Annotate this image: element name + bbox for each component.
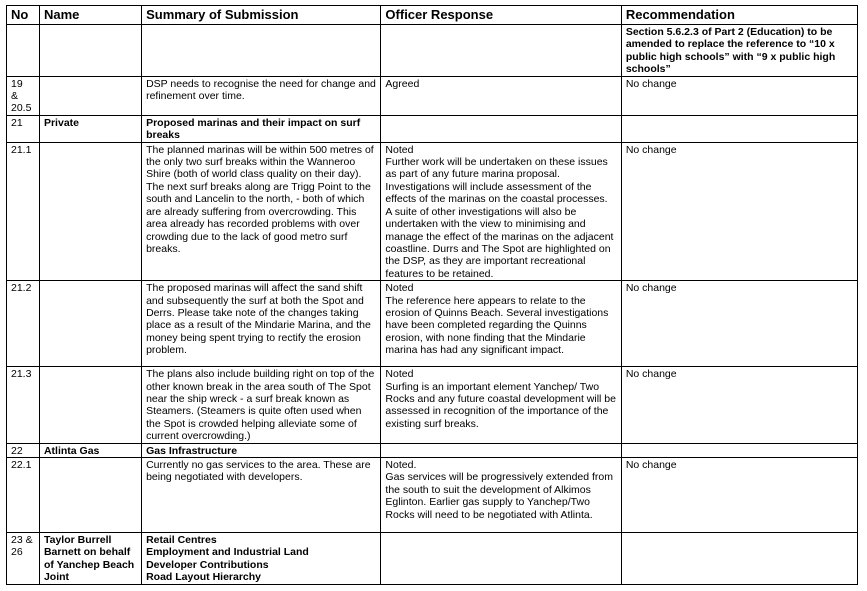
table-row	[7, 142, 858, 280]
cell-no: 22.1	[7, 457, 40, 532]
header-name: Name	[39, 6, 141, 25]
cell-response	[381, 532, 621, 584]
cell-summary: The plans also include building right on top of the other known break in the area south of The Spot near the ship wreck - a surf break known as Steamers. (Steamers is quite often used when the Spot is crowded helping alleviate some of current overcrowding.)	[142, 367, 381, 443]
cell-summary: The proposed marinas will affect the sand shift and subsequently the surf at both the Spot and Derrs. Please take note of the changes taking place as a result of the Mindarie Marina, and the money being spent trying to rectify the erosion problem.	[142, 281, 381, 367]
cell-response: Noted. Gas services will be progressively extended from the south to suit the development of Alkimos Eglinton. Earlier gas supply to Yanchep/Two Rocks will need to be negotiated with Atlinta.	[381, 457, 621, 532]
header-row	[7, 6, 858, 25]
cell-summary: Proposed marinas and their impact on surf breaks	[142, 115, 381, 142]
cell-summary	[142, 25, 381, 77]
cell-recommendation	[621, 532, 857, 584]
cell-summary: The planned marinas will be within 500 metres of the only two surf breaks within the Wanneroo Shire (both of world class quality on their day). The next surf breaks along are Trigg Point to the south and Lancelin to the north, - both of which are already suffering from overcrowding. This area already has recorded problems with over crowding due to the lack of good metro surf breaks.	[142, 142, 381, 280]
header-officer-response: Officer Response	[381, 6, 621, 25]
table-row	[7, 76, 858, 115]
cell-summary: Currently no gas services to the area. These are being negotiated with developers.	[142, 457, 381, 532]
header-recommendation: Recommendation	[621, 6, 857, 25]
cell-recommendation: No change	[621, 76, 857, 115]
cell-no: 23 & 26	[7, 532, 40, 584]
cell-no: 21.2	[7, 281, 40, 367]
cell-no	[7, 25, 40, 77]
header-no: No	[7, 6, 40, 25]
cell-recommendation: No change	[621, 281, 857, 367]
cell-response	[381, 115, 621, 142]
header-summary: Summary of Submission	[142, 6, 381, 25]
cell-response: Noted Surfing is an important element Yanchep/ Two Rocks and any future coastal development will be assessed in recognition of the importance of the existing surf breaks.	[381, 367, 621, 443]
cell-name: Private	[39, 115, 141, 142]
table-row	[7, 443, 858, 457]
cell-name	[39, 367, 141, 443]
cell-recommendation	[621, 443, 857, 457]
cell-no: 21	[7, 115, 40, 142]
cell-summary: Gas Infrastructure	[142, 443, 381, 457]
cell-summary: Retail Centres Employment and Industrial Land Developer Contributions Road Layout Hierarchy	[142, 532, 381, 584]
cell-recommendation: No change	[621, 367, 857, 443]
table-row	[7, 532, 858, 584]
cell-recommendation	[621, 115, 857, 142]
cell-recommendation: Section 5.6.2.3 of Part 2 (Education) to be amended to replace the reference to “10 x public high schools” with “9 x public high schools”	[621, 25, 857, 77]
cell-response: Agreed	[381, 76, 621, 115]
submissions-table	[6, 5, 858, 585]
cell-recommendation: No change	[621, 457, 857, 532]
cell-no: 21.1	[7, 142, 40, 280]
cell-response	[381, 25, 621, 77]
cell-no: 21.3	[7, 367, 40, 443]
table-row	[7, 457, 858, 532]
table-row	[7, 367, 858, 443]
cell-recommendation: No change	[621, 142, 857, 280]
cell-summary: DSP needs to recognise the need for change and refinement over time.	[142, 76, 381, 115]
cell-name	[39, 457, 141, 532]
cell-response	[381, 443, 621, 457]
cell-name	[39, 281, 141, 367]
submissions-document	[6, 5, 858, 585]
cell-response: Noted Further work will be undertaken on these issues as part of any future marina proposal. Investigations will include assessment of the effects of the marinas on the coastal processes. A suite of other investigations will also be undertaken with the view to minimising and manage the effect of the marinas on the adjacent coastline. Durrs and The Spot are highlighted on the DSP, as they are important recreational features to be retained.	[381, 142, 621, 280]
table-row	[7, 115, 858, 142]
cell-name	[39, 25, 141, 77]
cell-name	[39, 142, 141, 280]
table-row	[7, 281, 858, 367]
cell-no: 22	[7, 443, 40, 457]
cell-response: Noted The reference here appears to relate to the erosion of Quinns Beach. Several investigations have been completed regarding the Quinns erosion, with none finding that the Mindarie marina has had any significant impact.	[381, 281, 621, 367]
cell-name: Atlinta Gas	[39, 443, 141, 457]
cell-no: 19 & 20.5	[7, 76, 40, 115]
table-row	[7, 25, 858, 77]
cell-name: Taylor Burrell Barnett on behalf of Yanchep Beach Joint	[39, 532, 141, 584]
cell-name	[39, 76, 141, 115]
